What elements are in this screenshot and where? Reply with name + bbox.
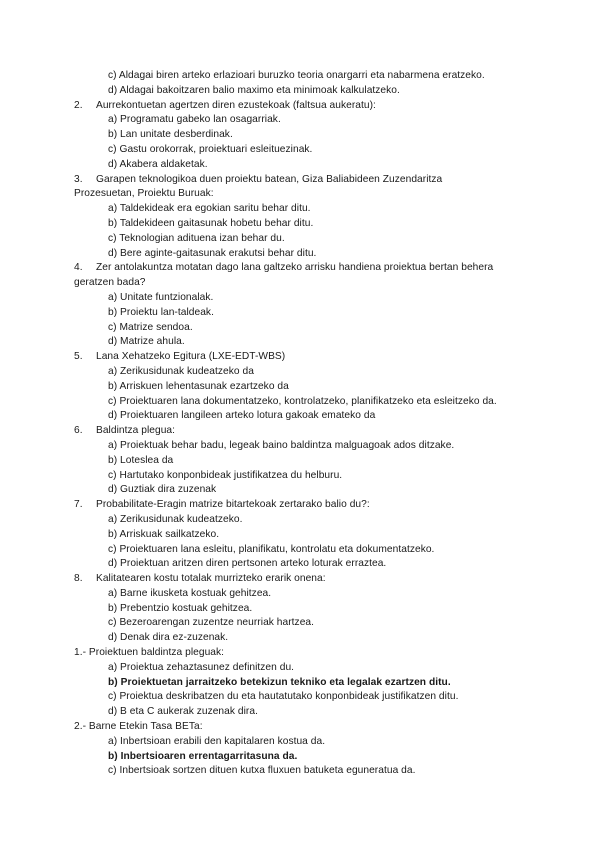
question-text: Kalitatearen kostu totalak murrizteko erarik onena: [96, 573, 326, 585]
option-line: c) Proiektuaren lana dokumentatzeko, kontrolatzeko, planifikatzeko eta esleitzeko da. [108, 395, 497, 407]
question-text: Baldintza plegua: [96, 425, 176, 437]
question-2 [0, 99, 600, 114]
option-line: b) Loteslea da [108, 454, 174, 466]
question-number: 6. [74, 425, 83, 437]
option-line: d) B eta C aukerak zuzenak dira. [108, 706, 258, 718]
option-line: b) Taldekideen gaitasunak hobetu behar ditu. [108, 217, 314, 229]
page-content [0, 69, 600, 779]
question-text: Probabilitate-Eragin matrize bitartekoak zertarako balio du?: [96, 499, 370, 511]
option-line: d) Guztiak dira zuzenak [108, 484, 217, 496]
correct-option-line: b) Inbertsioaren errentagarritasuna da. [108, 750, 298, 762]
question-7 [0, 498, 600, 513]
option-line: a) Taldekideak era egokian saritu behar ditu. [108, 203, 311, 215]
question-text: Aurrekontuetan agertzen diren ezustekoak (faltsua aukeratu): [96, 99, 376, 111]
option-line: b) Lan unitate desberdinak. [108, 129, 233, 141]
question-6 [0, 424, 600, 439]
option-line: a) Zerikusidunak kudeatzeko. [108, 513, 243, 525]
option-line: c) Teknologian adituena izan behar du. [108, 232, 285, 244]
question-5 [0, 350, 600, 365]
option-line: c) Gastu orokorrak, proiektuari esleituezinak. [108, 143, 313, 155]
question-3 [0, 173, 600, 188]
section-2-title: 2.- Barne Etekin Tasa BETa: [74, 721, 203, 733]
question-number: 8. [74, 573, 83, 585]
question-text: Lana Xehatzeko Egitura (LXE-EDT-WBS) [96, 351, 286, 363]
option-line: a) Inbertsioan erabili den kapitalaren kostua da. [108, 735, 326, 747]
section-1-title: 1.- Proiektuen baldintza pleguak: [74, 647, 225, 659]
question-text: Zer antolakuntza motatan dago lana galtzeko arrisku handiena proiektua bertan behera [96, 262, 494, 274]
correct-option-line: b) Proiektuetan jarraitzeko betekizun tekniko eta legalak ezartzen ditu. [108, 676, 451, 688]
option-line: d) Aldagai bakoitzaren balio maximo eta minimoak kalkulatzeko. [108, 84, 400, 96]
option-line: d) Proiektuan aritzen diren pertsonen arteko loturak erraztea. [108, 558, 387, 570]
question-number: 5. [74, 351, 83, 363]
option-line: a) Barne ikusketa kostuak gehitzea. [108, 587, 272, 599]
question-8 [0, 572, 600, 587]
question-number: 4. [74, 262, 83, 274]
option-line: d) Denak dira ez-zuzenak. [108, 632, 229, 644]
option-line: b) Arriskuak sailkatzeko. [108, 528, 220, 540]
option-line: a) Unitate funtzionalak. [108, 291, 214, 303]
question-number: 7. [74, 499, 83, 511]
option-line: c) Matrize sendoa. [108, 321, 193, 333]
option-line: a) Zerikusidunak kudeatzeko da [108, 365, 254, 377]
option-line: d) Proiektuaren langileen arteko lotura gakoak emateko da [108, 410, 376, 422]
option-line: c) Proiektua deskribatzen du eta hautatutako konponbideak justifikatzen ditu. [108, 691, 459, 703]
option-line: a) Proiektuak behar badu, legeak baino baldintza malguagoak ados ditzake. [108, 439, 455, 451]
option-line: c) Hartutako konponbideak justifikatzea du helburu. [108, 469, 343, 481]
question-number: 3. [74, 173, 83, 185]
question-number: 2. [74, 99, 83, 111]
option-line: b) Arriskuen lehentasunak ezartzeko da [108, 380, 289, 392]
question-text: Garapen teknologikoa duen proiektu batean, Giza Baliabideen Zuzendaritza [96, 173, 443, 185]
option-line: c) Bezeroarengan zuzentze neurriak hartzea. [108, 617, 315, 629]
option-line: b) Proiektu lan-taldeak. [108, 306, 214, 318]
option-line: d) Matrize ahula. [108, 336, 185, 348]
option-line: a) Programatu gabeko lan osagarriak. [108, 114, 281, 126]
question-4 [0, 261, 600, 276]
option-line: d) Bere aginte-gaitasunak erakutsi behar ditu. [108, 247, 317, 259]
question-text-continued: geratzen bada? [74, 277, 146, 289]
option-line: c) Inbertsioak sortzen dituen kutxa fluxuen batuketa eguneratua da. [108, 765, 416, 777]
option-line: d) Akabera aldaketak. [108, 158, 208, 170]
option-line: a) Proiektua zehaztasunez definitzen du. [108, 661, 295, 673]
option-line: c) Proiektuaren lana esleitu, planifikatu, kontrolatu eta dokumentatzeko. [108, 543, 435, 555]
option-line: c) Aldagai biren arteko erlazioari buruzko teoria onargarri eta nabarmena eratzeko. [108, 70, 485, 81]
question-text-continued: Prozesuetan, Proiektu Buruak: [74, 188, 214, 200]
option-line: b) Prebentzio kostuak gehitzea. [108, 602, 253, 614]
